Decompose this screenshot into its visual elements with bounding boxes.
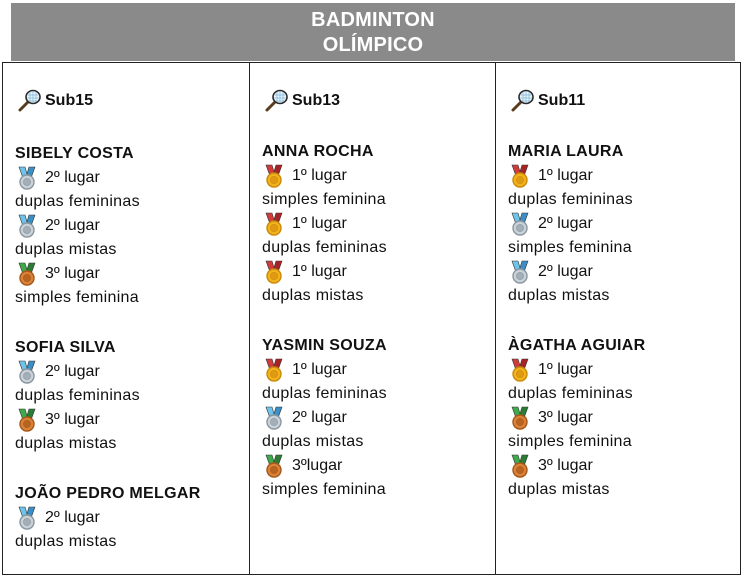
athlete-block xyxy=(262,335,387,501)
category-label: Sub13 xyxy=(292,92,341,109)
silver-medal-icon xyxy=(508,260,538,284)
event-name: duplas femininas xyxy=(262,385,387,402)
event-name: duplas femininas xyxy=(15,387,140,404)
badminton-racket-icon xyxy=(262,89,292,113)
event-name: duplas mistas xyxy=(508,287,610,304)
result-entry xyxy=(262,163,387,211)
placement-line xyxy=(508,453,646,478)
athlete-block xyxy=(508,335,646,501)
result-entry xyxy=(508,211,633,259)
athlete-name: YASMIN SOUZA xyxy=(262,337,387,354)
placement-line xyxy=(15,213,140,238)
placement-text: 3º lugar xyxy=(45,411,100,428)
event-name: duplas femininas xyxy=(262,239,387,256)
placement-line xyxy=(262,405,387,430)
category-label: Sub11 xyxy=(538,92,586,109)
athlete-name: SOFIA SILVA xyxy=(15,339,116,356)
placement-line xyxy=(508,259,633,284)
placement-line xyxy=(262,259,387,284)
category-heading xyxy=(15,89,93,113)
placement-line xyxy=(508,211,633,236)
result-entry xyxy=(262,211,387,259)
athlete-name: SIBELY COSTA xyxy=(15,145,134,162)
event-name: duplas femininas xyxy=(508,191,633,208)
result-entry xyxy=(508,453,646,501)
silver-medal-icon xyxy=(15,166,45,190)
placement-text: 2º lugar xyxy=(45,169,100,186)
placement-text: 1º lugar xyxy=(538,361,593,378)
bronze-medal-icon xyxy=(508,454,538,478)
gold-medal-icon xyxy=(262,212,292,236)
gold-medal-icon xyxy=(262,164,292,188)
placement-line xyxy=(262,163,387,188)
category-heading xyxy=(508,89,585,113)
gold-medal-icon xyxy=(262,260,292,284)
column-sub15 xyxy=(3,63,249,574)
placement-line xyxy=(15,505,201,530)
title-line-1: BADMINTON xyxy=(311,9,435,31)
gold-medal-icon xyxy=(508,164,538,188)
silver-medal-icon xyxy=(15,214,45,238)
placement-text: 1º lugar xyxy=(292,167,347,184)
placement-text: 2º lugar xyxy=(538,215,593,232)
page-title xyxy=(11,3,735,61)
event-name: duplas mistas xyxy=(15,241,117,258)
result-entry xyxy=(508,163,633,211)
silver-medal-icon xyxy=(262,406,292,430)
result-entry xyxy=(262,357,387,405)
bronze-medal-icon xyxy=(508,406,538,430)
placement-text: 2º lugar xyxy=(538,263,593,280)
badminton-racket-icon xyxy=(508,89,538,113)
placement-line xyxy=(262,211,387,236)
result-entry xyxy=(262,453,387,501)
placement-text: 1º lugar xyxy=(292,215,347,232)
athlete-block xyxy=(508,141,633,307)
placement-line xyxy=(508,357,646,382)
event-name: duplas mistas xyxy=(15,533,117,550)
placement-text: 2º lugar xyxy=(45,509,100,526)
event-name: duplas femininas xyxy=(508,385,633,402)
event-name: simples feminina xyxy=(262,481,386,498)
placement-line xyxy=(262,453,387,478)
placement-text: 2º lugar xyxy=(292,409,347,426)
result-entry xyxy=(15,165,140,213)
category-label: Sub15 xyxy=(45,92,94,109)
results-table xyxy=(2,62,741,575)
badminton-racket-icon xyxy=(15,89,45,113)
result-entry xyxy=(508,259,633,307)
bronze-medal-icon xyxy=(262,454,292,478)
placement-line xyxy=(508,163,633,188)
athlete-name: JOÃO PEDRO MELGAR xyxy=(15,485,201,502)
placement-line xyxy=(15,165,140,190)
athlete-block xyxy=(15,483,201,553)
result-entry xyxy=(15,407,140,455)
silver-medal-icon xyxy=(508,212,538,236)
gold-medal-icon xyxy=(262,358,292,382)
event-name: simples feminina xyxy=(15,289,139,306)
placement-text: 2º lugar xyxy=(45,363,100,380)
athlete-name: ANNA ROCHA xyxy=(262,143,374,160)
athlete-block xyxy=(262,141,387,307)
event-name: simples feminina xyxy=(262,191,386,208)
silver-medal-icon xyxy=(15,506,45,530)
event-name: duplas mistas xyxy=(262,287,364,304)
bronze-medal-icon xyxy=(15,262,45,286)
placement-line xyxy=(508,405,646,430)
column-sub11 xyxy=(495,63,740,574)
category-heading xyxy=(262,89,340,113)
placement-text: 3º lugar xyxy=(45,265,100,282)
athlete-block xyxy=(15,143,140,309)
placement-line xyxy=(15,261,140,286)
placement-line xyxy=(15,407,140,432)
athlete-block xyxy=(15,337,140,455)
event-name: simples feminina xyxy=(508,433,632,450)
result-entry xyxy=(15,261,140,309)
placement-line xyxy=(262,357,387,382)
placement-line xyxy=(15,359,140,384)
result-entry xyxy=(15,213,140,261)
placement-text: 3º lugar xyxy=(538,457,593,474)
event-name: duplas mistas xyxy=(262,433,364,450)
placement-text: 2º lugar xyxy=(45,217,100,234)
gold-medal-icon xyxy=(508,358,538,382)
event-name: duplas mistas xyxy=(508,481,610,498)
result-entry xyxy=(508,405,646,453)
result-entry xyxy=(262,259,387,307)
result-entry xyxy=(15,505,201,553)
result-entry xyxy=(262,405,387,453)
athlete-name: MARIA LAURA xyxy=(508,143,624,160)
placement-text: 1º lugar xyxy=(538,167,593,184)
silver-medal-icon xyxy=(15,360,45,384)
placement-text: 3º lugar xyxy=(538,409,593,426)
bronze-medal-icon xyxy=(15,408,45,432)
athlete-name: ÀGATHA AGUIAR xyxy=(508,337,646,354)
placement-text: 1º lugar xyxy=(292,263,347,280)
placement-text: 1º lugar xyxy=(292,361,347,378)
result-entry xyxy=(15,359,140,407)
title-line-2: OLÍMPICO xyxy=(322,34,424,56)
placement-text: 3ºlugar xyxy=(292,457,343,474)
column-sub13 xyxy=(249,63,495,574)
event-name: duplas mistas xyxy=(15,435,117,452)
result-entry xyxy=(508,357,646,405)
event-name: duplas femininas xyxy=(15,193,140,210)
event-name: simples feminina xyxy=(508,239,632,256)
